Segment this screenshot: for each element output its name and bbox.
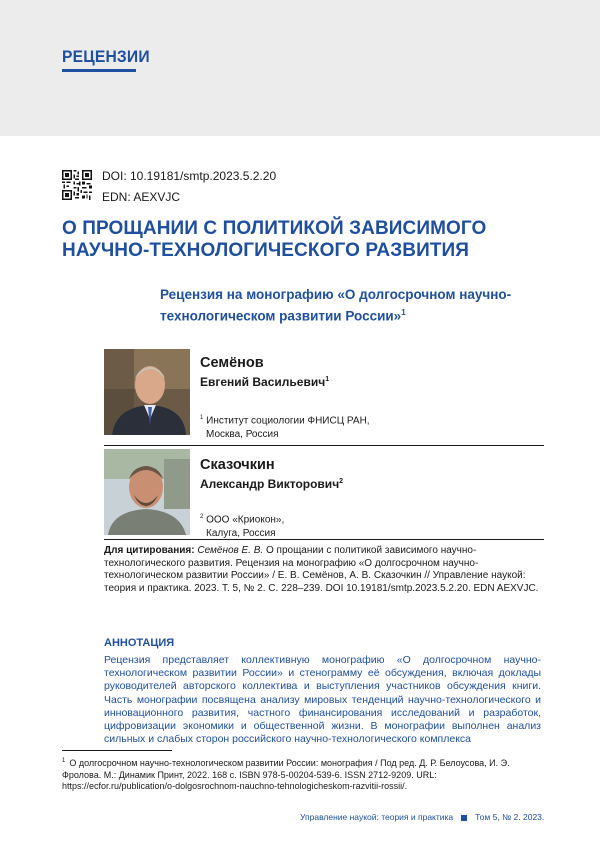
footnote: $^1$ О долгосрочном научно-технологическом развитии России: монография / Под ред. Д. Р. Белоусова, И. Э. Фролова. М.: Динамик Принт, 2022. 168 с. ISBN 978-5-00204-539-6. ISSN 2712-9209. URL: https://ecfor.ru/publication/o-dolgosrochnom-nauchno-tehnologicheskom-razvitii-rossii/.: [62, 758, 510, 791]
citation-authors: Семёнов Е. В.: [197, 545, 264, 556]
author-last-name: Семёнов: [200, 355, 264, 371]
article-title: О ПРОЩАНИИ С ПОЛИТИКОЙ ЗАВИСИМОГО НАУЧНО-ТЕХНОЛОГИЧЕСКОГО РАЗВИТИЯ: [62, 218, 487, 261]
section-label: РЕЦЕНЗИИ: [62, 47, 150, 66]
qr-code-icon: [62, 170, 92, 200]
author-last-name: Сказочкин: [200, 457, 275, 473]
section-underline: [62, 69, 136, 72]
edn-identifier: EDN: AEXVJC: [102, 190, 181, 204]
article-subtitle: Рецензия на монографию «О долгосрочном научно-технологическом развитии России»$^1$: [160, 287, 512, 324]
abstract-heading: АННОТАЦИЯ: [104, 637, 175, 649]
author-first-names: Александр Викторович$^2$: [200, 477, 344, 491]
citation-text: О прощании с политикой зависимого научно-технологического развития. Рецензия на монографию «О долгосрочном научно-технологическом развитии России» / Е. В. Семёнов, А. В. Сказочкин // Управление наукой: теория и практика. 2023. Т. 5, № 2. С. 228–239. DOI 10.19181/smtp.2023.5.2.20. EDN AEXVJC.: [104, 545, 539, 594]
footnote-mark: 1: [401, 308, 406, 317]
citation-label: Для цитирования:: [104, 545, 195, 556]
author-photo-skazochkin: [104, 449, 190, 535]
page-footer: [300, 812, 544, 822]
abstract-text: Рецензия представляет коллективную монографию «О долгосрочном научно-технологическом развитии России» и стенограмму её обсуждения, включая доклады руководителей авторского коллектива и выступления участников обсуждения книги. Часть монографии посвящена анализу мировых тенденций научно-технологического и инновационного развития, частного финансирования исследований и разработок, цифровизации экономики и общественной жизни. В монографии выполнен анализ сильных и слабых сторон российского научно-технологического комплекса: [104, 654, 541, 746]
header-band: [0, 0, 600, 136]
citation-block: [104, 545, 544, 595]
citation-divider: [104, 539, 544, 540]
doi-identifier: DOI: 10.19181/smtp.2023.5.2.20: [102, 169, 277, 183]
footnote-rule: [62, 750, 172, 751]
author-divider: [104, 445, 544, 446]
author-affiliation: $^1$ Институт социологии ФНИСЦ РАН, Москва, Россия: [200, 415, 370, 441]
author-photo-semenov: [104, 349, 190, 435]
footer-journal: Управление наукой: теория и практика: [300, 812, 454, 822]
author-first-names: Евгений Васильевич$^1$: [200, 375, 330, 389]
footer-separator: [461, 815, 467, 821]
footer-issue: Том 5, № 2. 2023.: [475, 812, 545, 822]
author-affiliation: $^2$ ООО «Криокон», Калуга, Россия: [200, 514, 285, 540]
